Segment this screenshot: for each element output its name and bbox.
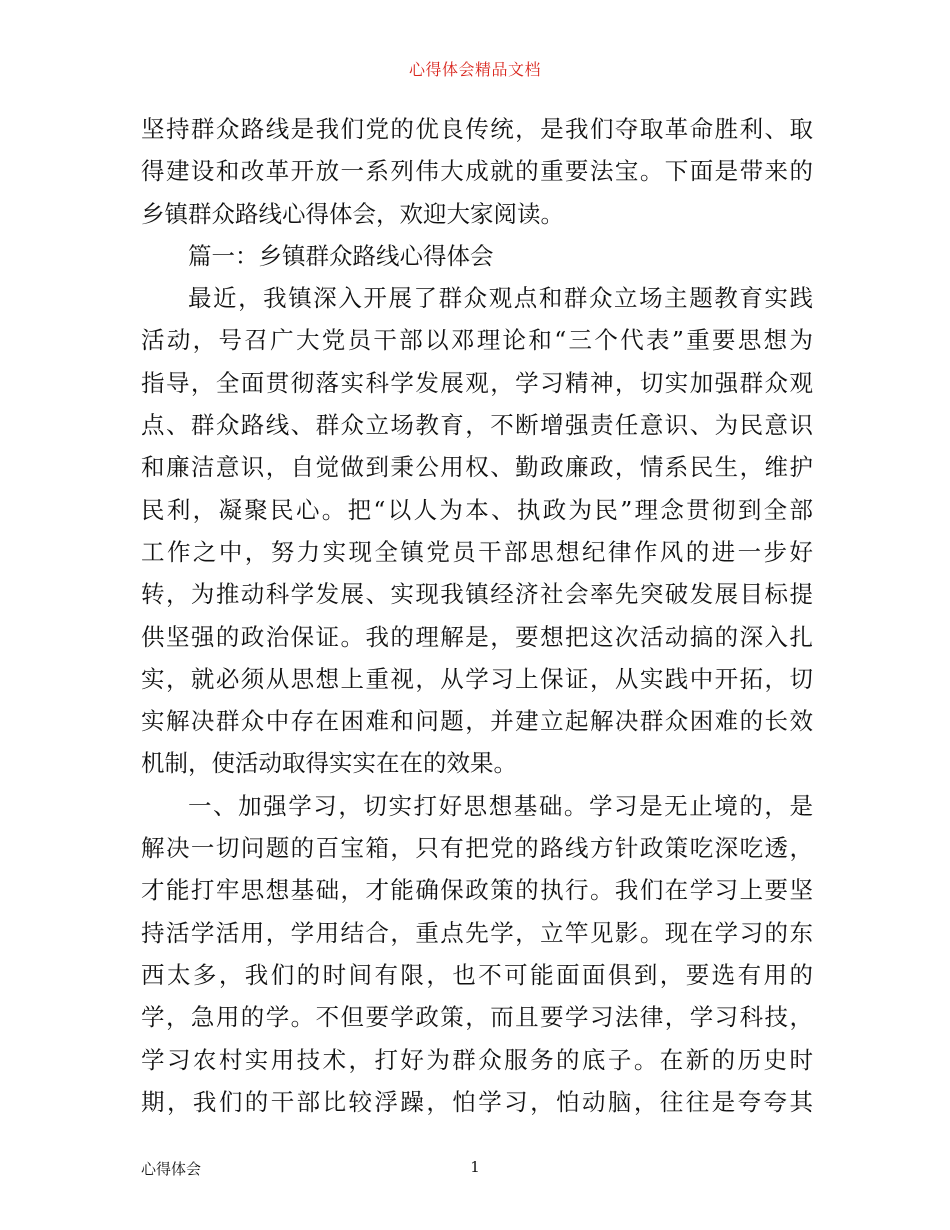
body-line: 一、加强学习，切实打好思想基础。学习是无止境的，是 (188, 791, 813, 820)
body-line: 坚持群众路线是我们党的优良传统，是我们夺取革命胜利、取 (141, 115, 813, 143)
body-line: 乡镇群众路线心得体会，欢迎大家阅读。 (141, 199, 564, 228)
page-number: 1 (470, 1158, 480, 1176)
footer-label: 心得体会 (141, 1160, 202, 1178)
body-line: 得建设和改革开放一系列伟大成就的重要法宝。下面是带来的 (141, 157, 813, 186)
body-line: 实，就必须从思想上重视，从学习上保证，从实践中开拓，切 (141, 664, 813, 693)
document-body (141, 108, 813, 1123)
body-line: 最近，我镇深入开展了群众观点和群众立场主题教育实践 (188, 284, 813, 313)
body-line: 解决一切问题的百宝箱，只有把党的路线方针政策吃深吃透， (141, 834, 813, 863)
body-line: 点、群众路线、群众立场教育，不断增强责任意识、为民意识 (141, 411, 813, 440)
body-line: 持活学活用，学用结合，重点先学，立竿见影。现在学习的东 (141, 918, 813, 947)
body-line: 机制，使活动取得实实在在的效果。 (141, 749, 517, 778)
body-line: 指导，全面贯彻落实科学发展观，学习精神，切实加强群众观 (141, 368, 813, 397)
body-line: 活动，号召广大党员干部以邓理论和“三个代表”重要思想为 (141, 326, 813, 355)
body-line: 期，我们的干部比较浮躁，怕学习，怕动脑，往往是夸夸其 (141, 1087, 813, 1116)
page-header-title: 心得体会精品文档 (408, 60, 541, 79)
body-line: 实解决群众中存在困难和问题，并建立起解决群众困难的长效 (141, 707, 813, 736)
body-line: 工作之中，努力实现全镇党员干部思想纪律作风的进一步好 (141, 537, 813, 566)
body-line: 民利，凝聚民心。把“以人为本、执政为民”理念贯彻到全部 (141, 495, 813, 524)
body-line: 西太多，我们的时间有限，也不可能面面俱到，要选有用的 (141, 960, 813, 989)
body-line: 供坚强的政治保证。我的理解是，要想把这次活动搞的深入扎 (141, 622, 813, 651)
body-line: 学，急用的学。不但要学政策，而且要学习法律，学习科技， (141, 1003, 813, 1032)
body-line: 转，为推动科学发展、实现我镇经济社会率先突破发展目标提 (141, 580, 813, 609)
body-line: 学习农村实用技术，打好为群众服务的底子。在新的历史时 (141, 1045, 813, 1074)
body-line: 才能打牢思想基础，才能确保政策的执行。我们在学习上要坚 (141, 876, 813, 905)
body-line: 和廉洁意识，自觉做到秉公用权、勤政廉政，情系民生，维护 (141, 453, 813, 482)
section-heading: 篇一：乡镇群众路线心得体会 (188, 241, 494, 270)
